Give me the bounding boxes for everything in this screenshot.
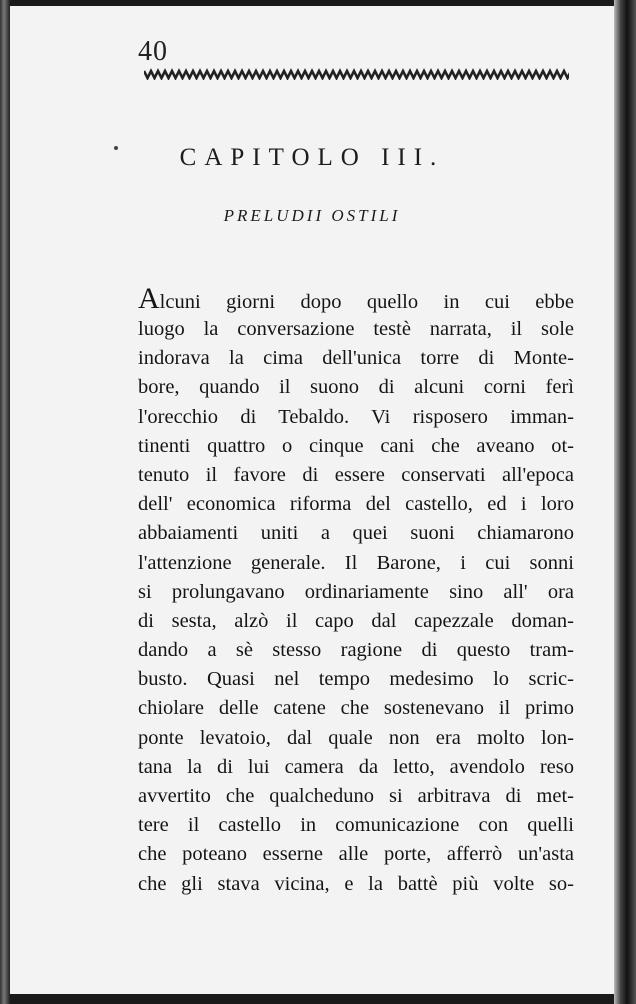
book-page [10, 6, 614, 994]
body-paragraph [138, 282, 574, 899]
text-line: tere il castello in comunicazione con quelli [138, 814, 574, 837]
text-line: l'attenzione generale. Il Barone, i cui sonni [138, 551, 574, 574]
drop-cap: A [138, 282, 160, 315]
first-line-text: lcuni giorni dopo quello in cui ebbe [159, 291, 574, 313]
text-line: ponte levatoio, dal quale non era molto lon- [138, 726, 574, 749]
text-line: bore, quando il suono di alcuni corni ferì [138, 376, 574, 399]
chapter-title: CAPITOLO III. [179, 144, 445, 171]
text-line: si prolungavano ordinariamente sino all' ora [138, 580, 574, 603]
text-line: avvertito che qualcheduno si arbitrava di met- [138, 785, 574, 807]
text-line: busto. Quasi nel tempo medesimo lo scric- [138, 668, 574, 691]
text-line: tinenti quattro o cinque cani che aveano ot- [138, 434, 574, 457]
text-line: dell' economica riforma del castello, ed i loro [138, 493, 574, 516]
text-line: l'orecchio di Tebaldo. Vi risposero imman- [138, 405, 574, 428]
text-line: che poteano esserne alle porte, afferrò un'asta [138, 843, 574, 866]
text-line: tana la di lui camera da letto, avendolo reso [138, 755, 574, 778]
page-number: 40 [138, 36, 168, 67]
chapter-subtitle: PRELUDII OSTILI [223, 206, 401, 225]
book-gutter [614, 0, 636, 1004]
paragraph-first-line [138, 282, 574, 315]
text-line: di sesta, alzò il capo dal capezzale doman- [138, 609, 574, 632]
text-line: luogo la conversazione testè narrata, il sole [138, 318, 574, 340]
decorative-rule [144, 68, 569, 80]
page-left-edge [0, 0, 10, 1004]
text-line: che gli stava vicina, e la battè più volte so- [138, 872, 574, 895]
text-line: abbaiamenti uniti a quei suoni chiamarono [138, 522, 574, 545]
text-line: dando a sè stesso ragione di questo tram- [138, 639, 574, 662]
text-line: tenuto il favore di essere conservati all'epoca [138, 463, 574, 486]
text-line: chiolare delle catene che sostenevano il primo [138, 697, 574, 720]
text-line: indorava la cima dell'unica torre di Monte- [138, 347, 574, 370]
